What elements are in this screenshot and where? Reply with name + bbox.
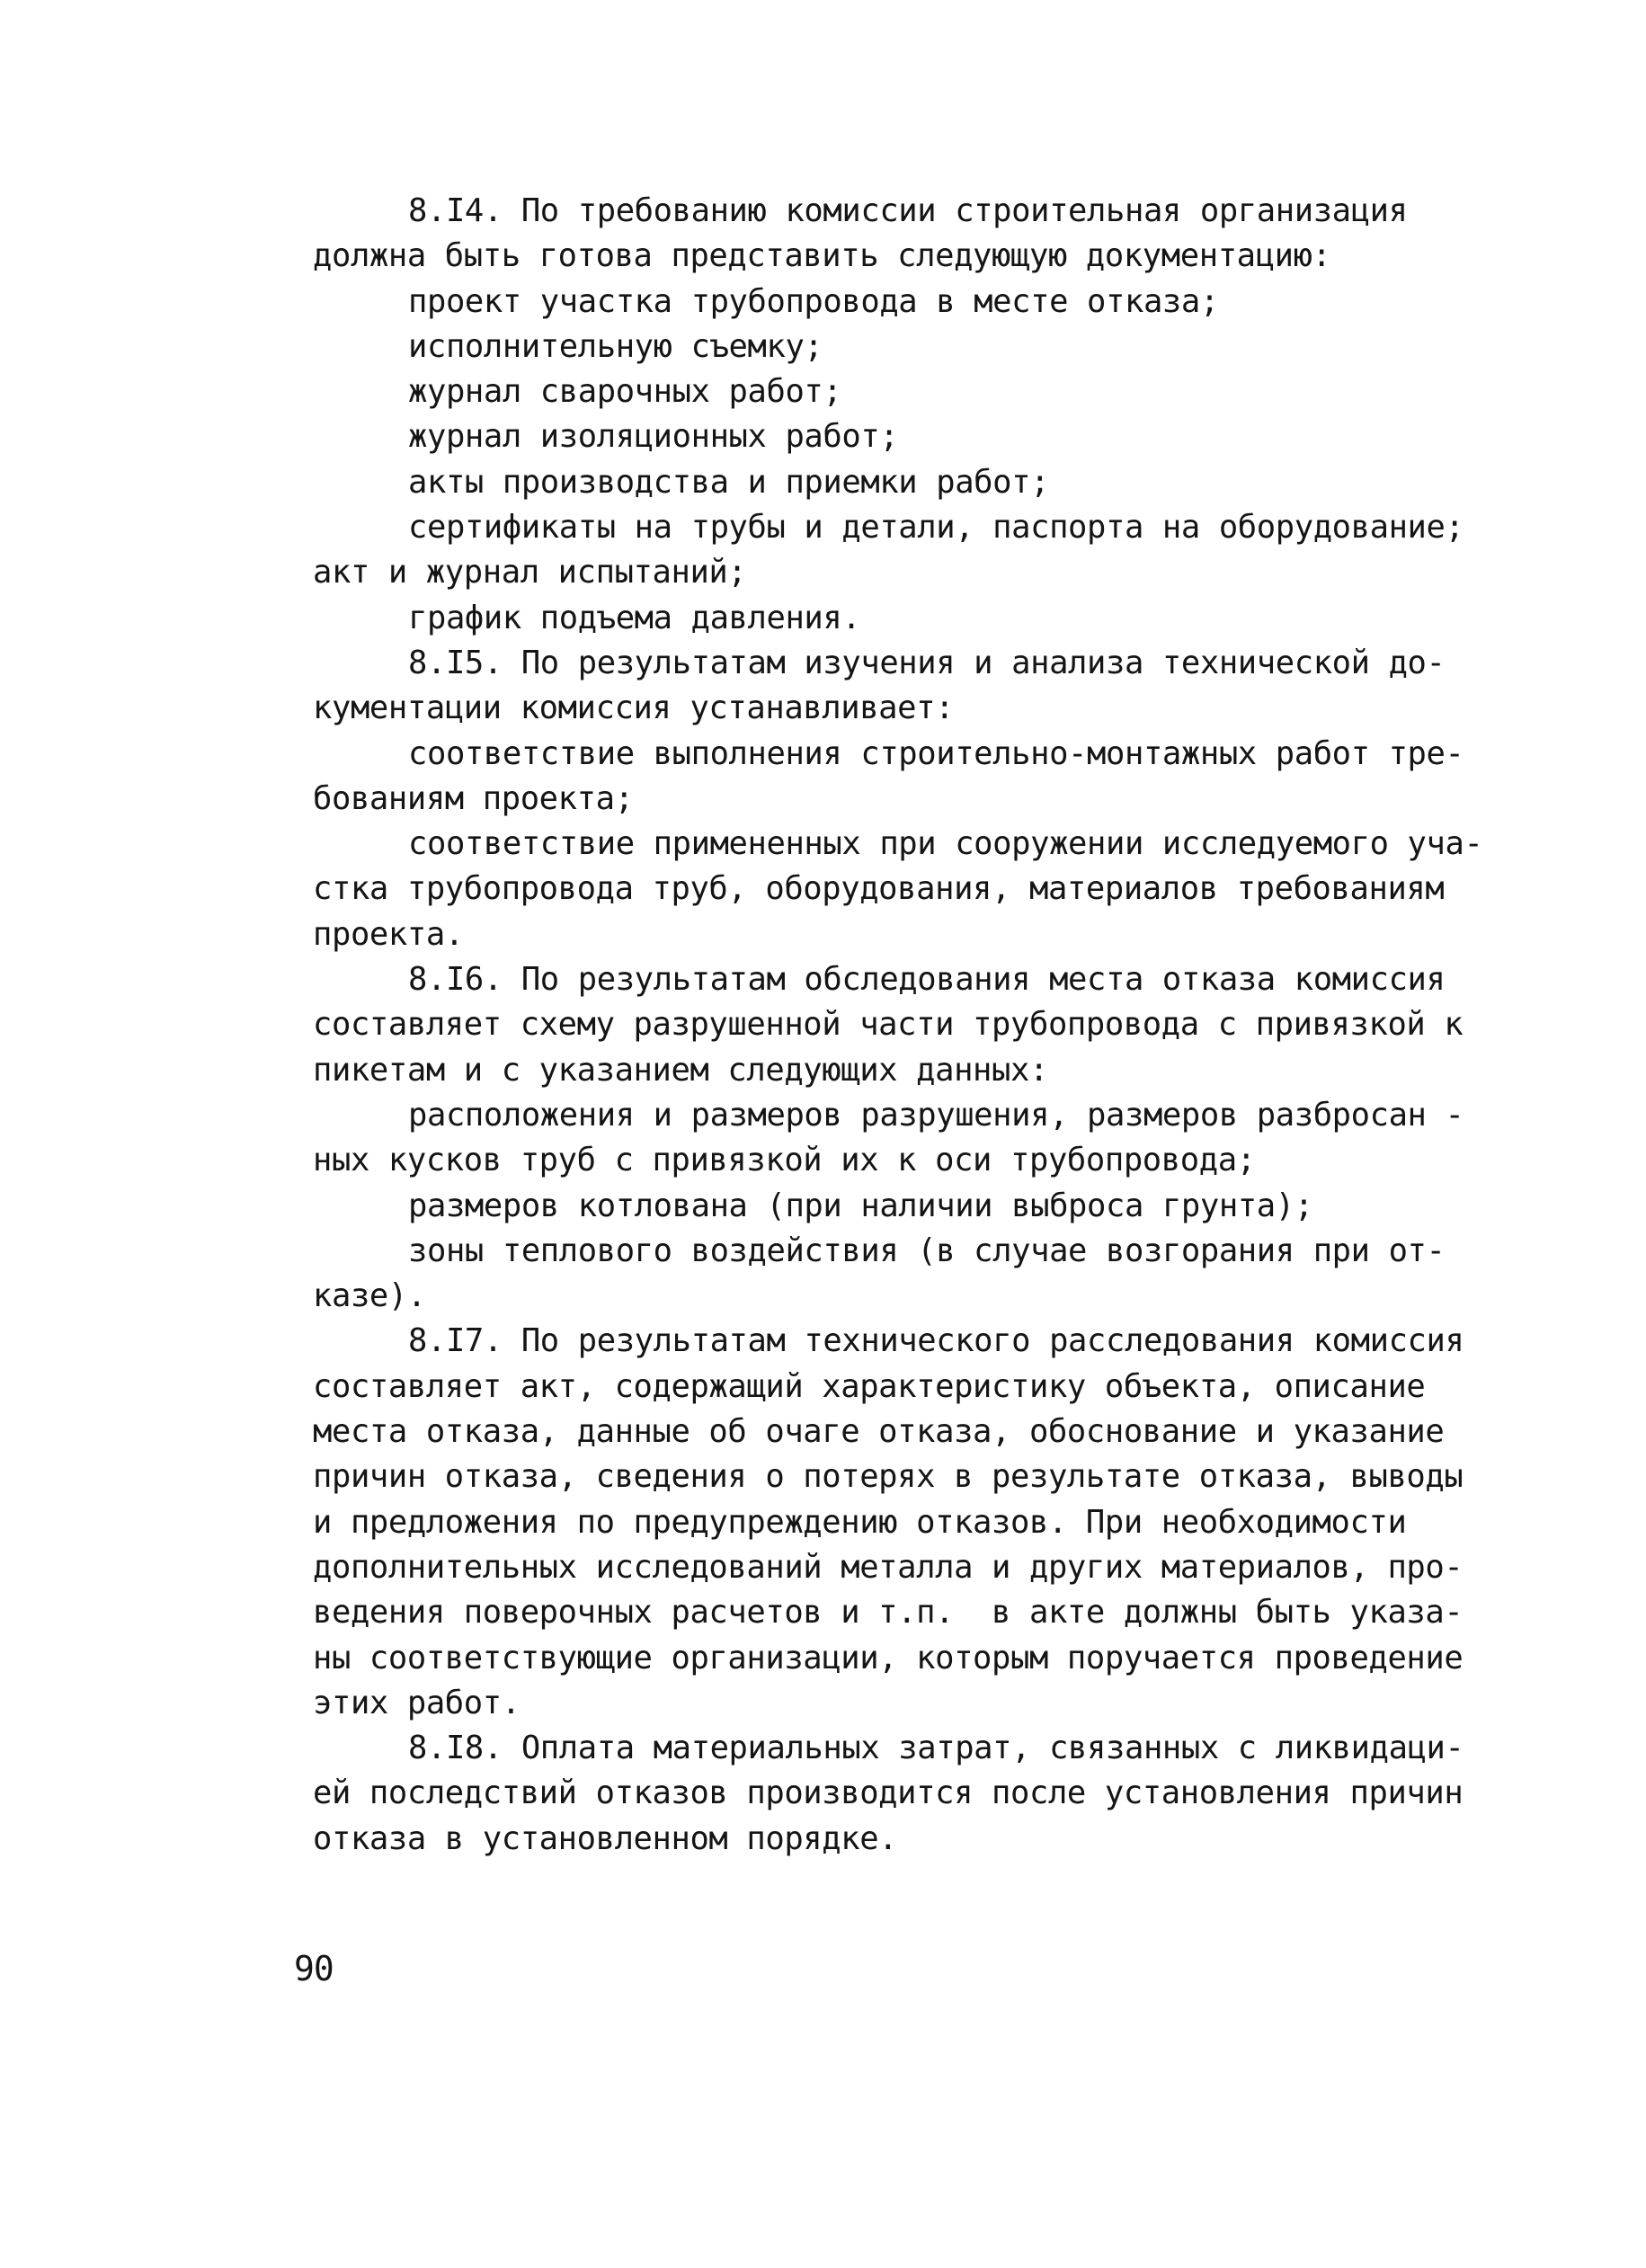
text-line: 8.I7. По результатам технического расследования комиссия — [408, 1322, 1464, 1360]
text-line: места отказа, данные об очаге отказа, обоснование и указание — [313, 1413, 1445, 1451]
text-line: ных кусков труб с привязкой их к оси трубопровода; — [313, 1142, 1256, 1179]
text-line: соответствие примененных при сооружении исследуемого уча- — [408, 825, 1483, 863]
text-line: график подъема давления. — [408, 599, 861, 636]
text-line: бованиям проекта; — [313, 779, 634, 817]
text-line: расположения и размеров разрушения, размеров разбросан - — [408, 1096, 1464, 1134]
text-line: составляет акт, содержащий характеристику объекта, описание — [313, 1367, 1426, 1405]
text-line: составляет схему разрушенной части трубопровода с привязкой к — [313, 1006, 1464, 1044]
text-line: проект участка трубопровода в месте отказа; — [408, 282, 1219, 320]
text-line: сертификаты на трубы и детали, паспорта на оборудование; — [408, 509, 1464, 547]
text-line: акты производства и приемки работ; — [408, 463, 1050, 501]
text-line: 8.I6. По результатам обследования места отказа комиссия — [408, 961, 1446, 999]
text-line: журнал изоляционных работ; — [408, 418, 899, 456]
text-line: зоны теплового воздействия (в случае возгорания при от- — [408, 1232, 1446, 1269]
text-line: пикетам и с указанием следующих данных: — [313, 1051, 1048, 1089]
text-line: соответствие выполнения строительно-монтажных работ тре- — [408, 734, 1464, 772]
text-line: размеров котлована (при наличии выброса грунта); — [408, 1187, 1313, 1224]
text-line: акт и журнал испытаний; — [313, 554, 747, 591]
text-line: дополнительных исследований металла и других материалов, про- — [313, 1548, 1464, 1586]
text-line: этих работ. — [313, 1684, 520, 1721]
text-line: казе). — [313, 1277, 426, 1315]
text-line: исполнительную съемку; — [408, 327, 823, 365]
text-line: 8.I4. По требованию комиссии строительная организация — [408, 192, 1408, 229]
text-line: должна быть готова представить следующую документацию: — [313, 237, 1331, 275]
text-line: журнал сварочных работ; — [408, 373, 842, 411]
text-line: ны соответствующие организации, которым поручается проведение — [313, 1639, 1464, 1677]
text-line: ей последствий отказов производится после установления причин — [313, 1774, 1464, 1812]
text-line: кументации комиссия устанавливает: — [313, 689, 955, 727]
text-line: отказа в установленном порядке. — [313, 1819, 898, 1857]
text-line: 8.I5. По результатам изучения и анализа технической до- — [408, 644, 1446, 681]
document-body — [313, 189, 1481, 1862]
text-line: 8.I8. Оплата материальных затрат, связанных с ликвидаци- — [408, 1730, 1464, 1767]
text-line: и предложения по предупреждению отказов. При необходимости — [313, 1503, 1407, 1541]
text-line: стка трубопровода труб, оборудования, материалов требованиям — [313, 870, 1445, 908]
text-line: проекта. — [313, 915, 464, 953]
page-number: 90 — [294, 1949, 334, 1988]
text-line: причин отказа, сведения о потерях в результате отказа, выводы — [313, 1458, 1464, 1496]
text-line: ведения поверочных расчетов и т.п. в акте должны быть указа- — [313, 1594, 1464, 1632]
